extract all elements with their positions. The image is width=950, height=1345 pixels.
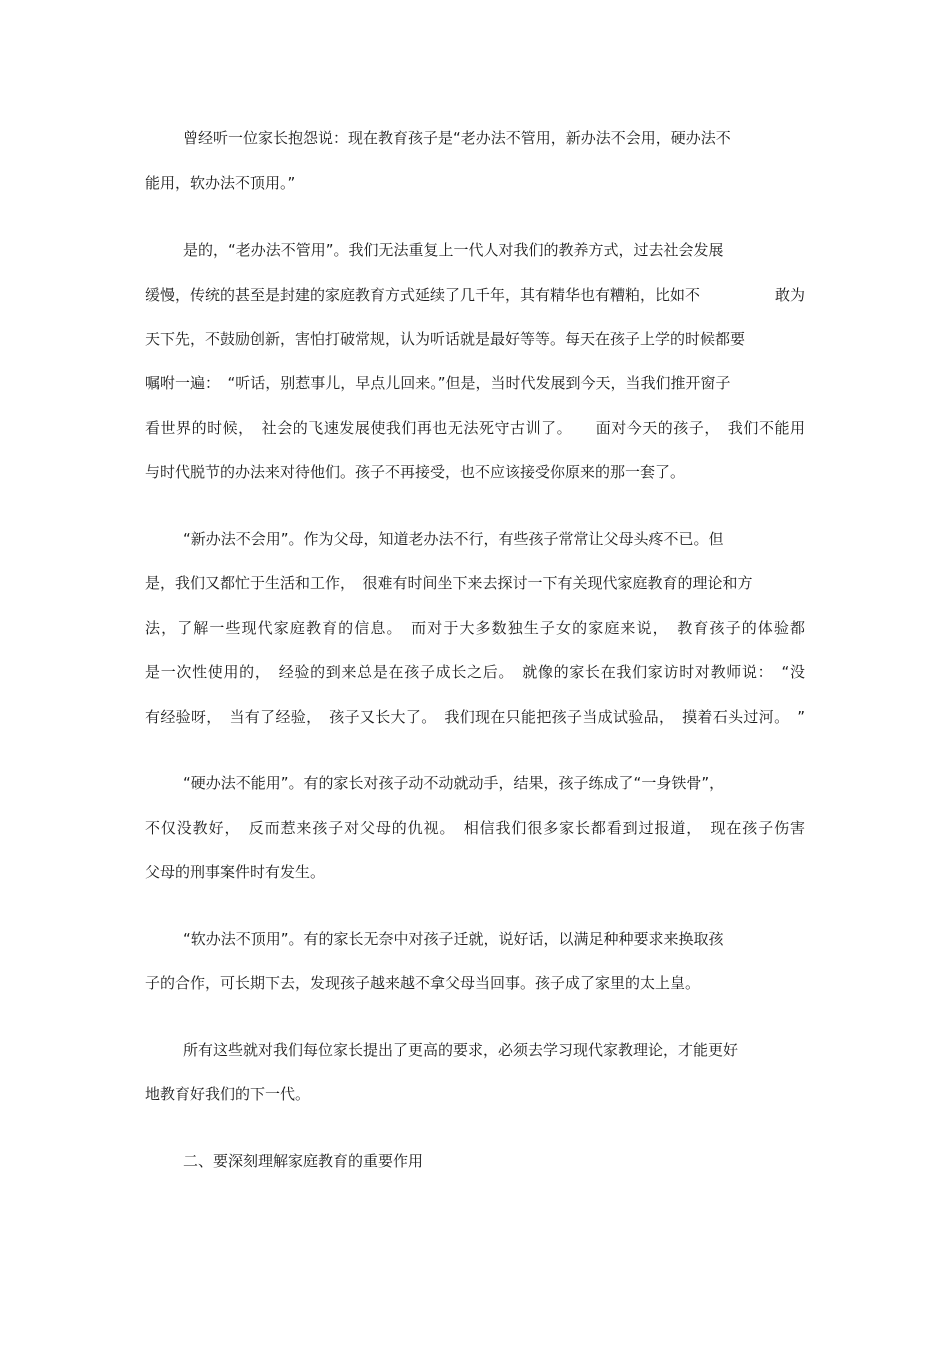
paragraph-3-line-4: 是一次性使用的， 经验的到来总是在孩子成长之后。 就像的家长在我们家访时对教师说： “没 (145, 663, 805, 681)
paragraph-3-line-3: 法，了解一些现代家庭教育的信息。 而对于大多数独生子女的家庭来说， 教育孩子的体验都 (145, 619, 805, 637)
paragraph-1-line-1: 曾经听一位家长抱怨说：现在教育孩子是“老办法不管用，新办法不会用，硬办法不 (183, 129, 731, 147)
paragraph-3-line-2: 是，我们又都忙于生活和工作， 很难有时间坐下来去探讨一下有关现代家庭教育的理论和方 (145, 574, 753, 592)
paragraph-2-line-1: 是的，“老办法不管用”。我们无法重复上一代人对我们的教养方式，过去社会发展 (183, 241, 724, 259)
paragraph-3-line-1: “新办法不会用”。作为父母，知道老办法不行，有些孩子常常让父母头疼不已。但 (183, 530, 724, 548)
paragraph-6-line-2: 地教育好我们的下一代。 (145, 1085, 311, 1103)
paragraph-5-line-1: “软办法不顶用”。有的家长无奈中对孩子迁就，说好话，以满足种种要求来换取孩 (183, 930, 724, 948)
paragraph-3-line-5: 有经验呀， 当有了经验， 孩子又长大了。 我们现在只能把孩子当成试验品， 摸着石头过河。 ” (145, 708, 805, 726)
paragraph-2-line-6: 与时代脱节的办法来对待他们。孩子不再接受，也不应该接受你原来的那一套了。 (145, 463, 686, 481)
paragraph-4-line-3: 父母的刑事案件时有发生。 (145, 863, 326, 881)
paragraph-2-line-5: 看世界的时候， 社会的飞速发展使我们再也无法死守古训了。 面对今天的孩子， 我们不能用 (145, 419, 805, 437)
paragraph-2-line-4: 嘱咐一遍： “听话，别惹事儿，早点儿回来。”但是，当时代发展到今天，当我们推开窗子 (145, 374, 731, 392)
section-heading: 二、要深刻理解家庭教育的重要作用 (183, 1152, 424, 1170)
paragraph-6-line-1: 所有这些就对我们每位家长提出了更高的要求，必须去学习现代家教理论，才能更好 (183, 1041, 739, 1059)
paragraph-2-line-2: 缓慢，传统的甚至是封建的家庭教育方式延续了几千年，其有精华也有糟粕，比如不 敢为 (145, 286, 806, 304)
paragraph-4-line-1: “硬办法不能用”。有的家长对孩子动不动就动手，结果，孩子练成了“一身铁骨”， (183, 774, 725, 792)
paragraph-4-line-2: 不仅没教好， 反而惹来孩子对父母的仇视。 相信我们很多家长都看到过报道， 现在孩子伤害 (145, 819, 805, 837)
paragraph-2-line-3: 天下先，不鼓励创新，害怕打破常规，认为听话就是最好等等。每天在孩子上学的时候都要 (145, 330, 746, 348)
paragraph-1-line-2: 能用，软办法不顶用。” (145, 174, 296, 192)
paragraph-5-line-2: 子的合作，可长期下去，发现孩子越来越不拿父母当回事。孩子成了家里的太上皇。 (145, 974, 701, 992)
